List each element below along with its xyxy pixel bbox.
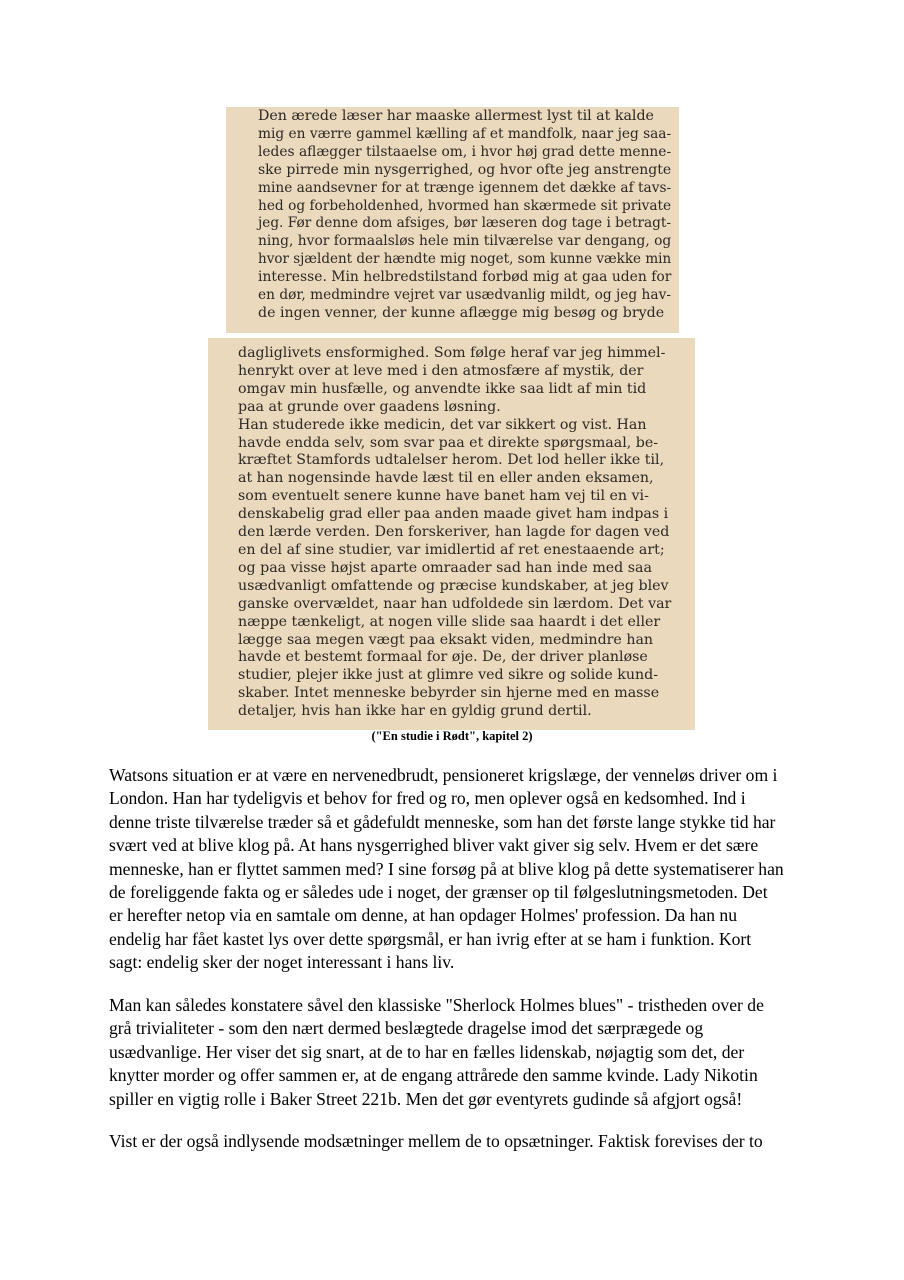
scan-line: jeg. Før denne dom afsiges, bør læseren dog tage i betragt- [258,215,671,232]
scan-line: havde et bestemt formaal for øje. De, der driver planløse [238,649,648,666]
text-line: endelig har fået kastet lys over dette spørgsmål, er han ivrig efter at se ham i funktion. Kort [109,928,752,949]
book-scan-excerpt-bottom [208,338,695,730]
scan-line: detaljer, hvis han ikke har en gyldig grund dertil. [238,703,592,720]
paragraph [109,1130,809,1153]
figure-caption: ("En studie i Rødt", kapitel 2) [371,729,533,743]
paragraph [109,764,809,975]
scan-line: den lærde verden. Den forskeriver, han lagde for dagen ved [238,524,670,541]
scan-line: de ingen venner, der kunne aflægge mig besøg og bryde [258,304,665,321]
scan-line: henrykt over at leve med i den atmosfære af mystik, der [238,362,644,379]
scan-line: ganske overvældet, naar han udfoldede sin lærdom. Det var [238,595,672,612]
scan-line: denskabelig grad eller paa anden maade givet ham indpas i [238,506,669,523]
text-line: denne triste tilværelse træder så et gådefuldt menneske, som han det første lange stykke tid har [109,811,776,832]
scan-line: Den ærede læser har maaske allermest lyst til at kalde [258,108,654,124]
scan-line: paa at grunde over gaadens løsning. [238,398,501,415]
text-line: spiller en vigtig rolle i Baker Street 221b. Men det gør eventyrets gudinde så afgjort også! [109,1088,743,1109]
scan-line: studier, plejer ikke just at glimre ved sikre og solide kund- [238,667,658,684]
text-line: sagt: endelig sker der noget interessant i hans liv. [109,952,455,973]
text-line: menneske, han er flyttet sammen med? I sine forsøg på at blive klog på dette systematiserer han [109,858,784,879]
text-line: usædvanlige. Her viser det sig snart, at de to har en fælles lidenskab, nøjagtig som det, der [109,1041,745,1062]
scan-line: usædvanligt omfattende og præcise kundskaber, at jeg blev [238,577,669,594]
text-line: Watsons situation er at være en nervenedbrudt, pensioneret krigslæge, der venneløs driver om i [109,765,778,785]
scan-line: en dør, medmindre vejret var usædvanlig mildt, og jeg hav- [258,287,671,304]
scan-line: dagliglivets ensformighed. Som følge heraf var jeg himmel- [238,345,666,361]
scan-line: en del af sine studier, var imidlertid af ret enestaaende art; [238,541,665,558]
scan-line: ske pirrede min nysgerrighed, og hvor ofte jeg anstrengte [258,161,672,178]
scan-line: omgav min husfælle, og anvendte ikke saa lidt af min tid [238,380,647,397]
scan-line: kræftet Stamfords udtalelser herom. Det lod heller ikke til, [238,452,665,469]
text-line: er herefter netop via en samtale om denne, at han opdager Holmes' profession. Da han nu [109,905,738,926]
text-line: Vist er der også indlysende modsætninger mellem de to opsætninger. Faktisk forevises der to [109,1131,763,1151]
paragraph [109,994,809,1111]
scan-line: skaber. Intet menneske bebyrder sin hjerne med en masse [238,685,660,702]
scan-line: mine aandsevner for at trænge igennem det dække af tavs- [258,179,672,196]
scan-line: ledes aflægger tilstaaelse om, i hvor høj grad dette menne- [258,143,672,160]
text-line: svært ved at blive klog på. At hans nysgerrighed bliver vakt giver sig selv. Hvem er det sære [109,835,759,856]
text-line: de foreliggende fakta og er således ude i noget, der grænser op til følgeslutningsmetoden. Det [109,882,768,903]
scan-line: Han studerede ikke medicin, det var sikkert og vist. Han [238,416,647,433]
scan-line: havde endda selv, som svar paa et direkte spørgsmaal, be- [238,434,659,451]
scan-line: hed og forbeholdenhed, hvormed han skærmede sit private [258,197,672,214]
scan-line: at han nogensinde havde læst til en eller anden eksamen, [238,470,654,487]
scan-line: lægge saa megen vægt paa eksakt viden, medmindre han [238,631,654,648]
scan-line: og paa visse højst aparte omraader sad han inde med saa [238,559,652,576]
scan-line: næppe tænkeligt, at nogen ville slide saa haardt i det eller [238,613,661,630]
text-line: grå trivialiteter - som den nært dermed beslægtede dragelse imod det særprægede og [109,1018,704,1039]
text-line: London. Han har tydeligvis et behov for fred og ro, men oplever også en kedsomhed. Ind i [109,788,746,809]
text-line: knytter morder og offer sammen er, at de engang attrårede den samme kvinde. Lady Nikotin [109,1065,758,1086]
scan-line: interesse. Min helbredstilstand forbød mig at gaa uden for [258,269,672,286]
scan-line: som eventuelt senere kunne have banet ham vej til en vi- [238,488,649,505]
scan-line: hvor sjældent der hændte mig noget, som kunne vække min [258,251,672,268]
scan-line: mig en værre gammel kælling af et mandfolk, naar jeg saa- [258,125,672,142]
book-scan-excerpt-top [226,107,679,333]
text-line: Man kan således konstatere såvel den klassiske "Sherlock Holmes blues" - tristheden over de [109,995,764,1015]
scan-line: ning, hvor formaalsløs hele min tilværelse var dengang, og [258,233,672,250]
